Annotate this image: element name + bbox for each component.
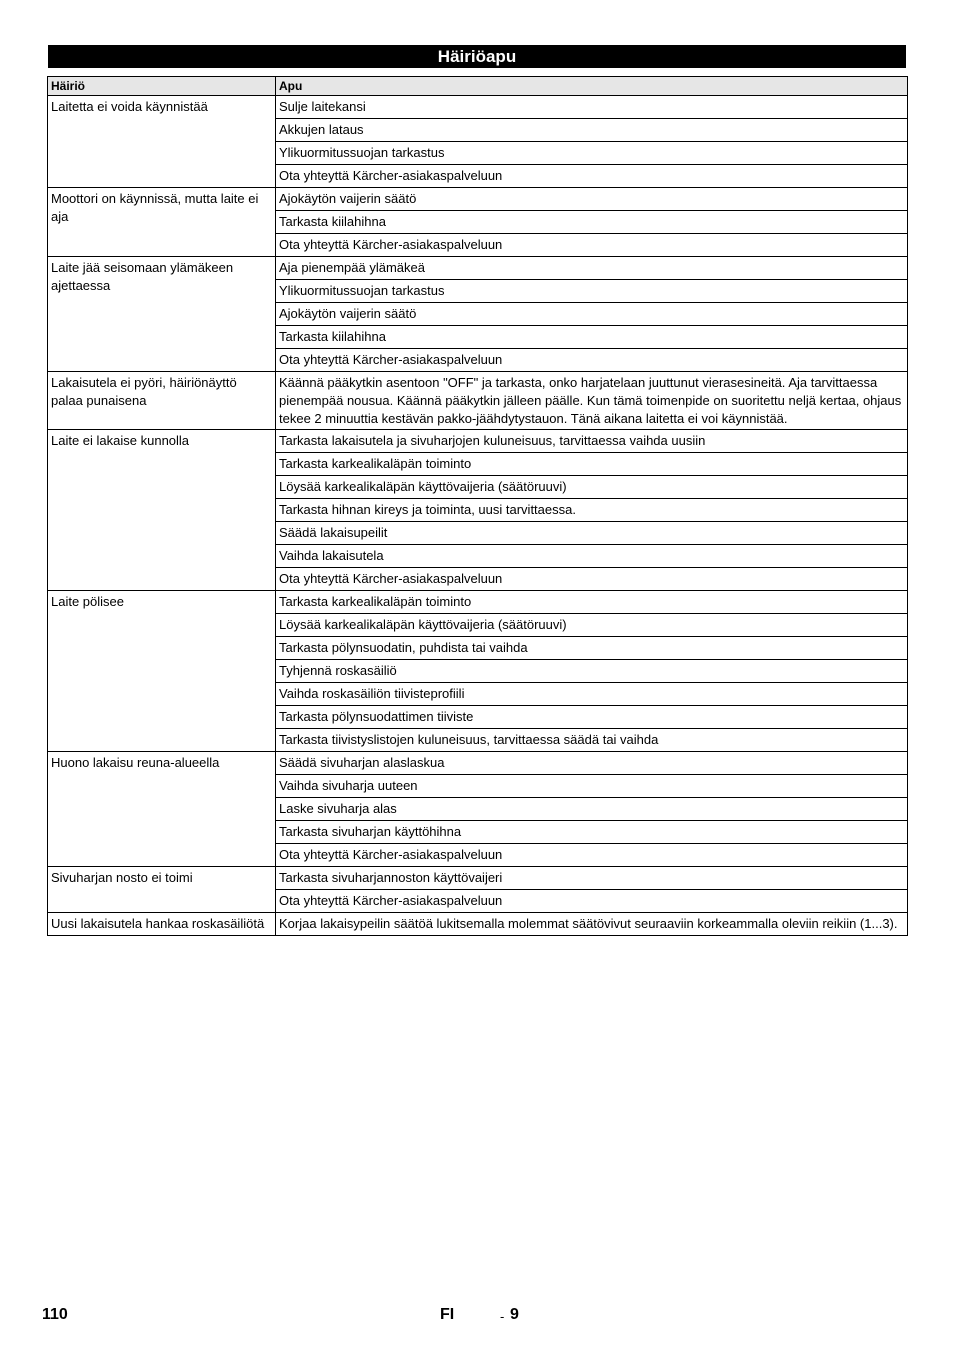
table-row — [48, 257, 908, 280]
table-row — [48, 867, 908, 890]
remedy-cell: Laske sivuharja alas — [276, 798, 908, 821]
remedy-cell: Ajokäytön vaijerin säätö — [276, 188, 908, 211]
remedy-cell: Aja pienempää ylämäkeä — [276, 257, 908, 280]
remedy-cell: Tarkasta pölynsuodattimen tiiviste — [276, 706, 908, 729]
sub-page-number: 9 — [510, 1306, 519, 1323]
remedy-cell: Tyhjennä roskasäiliö — [276, 660, 908, 683]
fault-cell: Sivuharjan nosto ei toimi — [48, 867, 276, 913]
remedy-cell: Tarkasta karkealikaläpän toiminto — [276, 591, 908, 614]
remedy-cell: Tarkasta lakaisutela ja sivuharjojen kuluneisuus, tarvittaessa vaihda uusiin — [276, 430, 908, 453]
remedy-cell: Tarkasta hihnan kireys ja toiminta, uusi tarvittaessa. — [276, 499, 908, 522]
remedy-cell: Tarkasta kiilahihna — [276, 326, 908, 349]
fault-cell: Laite pölisee — [48, 591, 276, 752]
troubleshooting-table — [47, 76, 908, 936]
remedy-cell: Ylikuormitussuojan tarkastus — [276, 280, 908, 303]
header-fault: Häiriö — [48, 77, 276, 96]
table-row — [48, 96, 908, 119]
remedy-cell: Vaihda sivuharja uuteen — [276, 775, 908, 798]
remedy-cell: Ota yhteyttä Kärcher-asiakaspalveluun — [276, 349, 908, 372]
remedy-cell: Löysää karkealikaläpän käyttövaijeria (säätöruuvi) — [276, 476, 908, 499]
table-row — [48, 591, 908, 614]
remedy-cell: Ota yhteyttä Kärcher-asiakaspalveluun — [276, 890, 908, 913]
fault-cell: Moottori on käynnissä, mutta laite ei aja — [48, 188, 276, 257]
remedy-cell: Tarkasta karkealikaläpän toiminto — [276, 453, 908, 476]
table-row — [48, 372, 908, 430]
table-header-row — [48, 77, 908, 96]
table-row — [48, 913, 908, 936]
remedy-cell: Tarkasta sivuharjannoston käyttövaijeri — [276, 867, 908, 890]
remedy-cell: Tarkasta pölynsuodatin, puhdista tai vaihda — [276, 637, 908, 660]
remedy-cell: Vaihda roskasäiliön tiivisteprofiili — [276, 683, 908, 706]
fault-cell: Laite jää seisomaan ylämäkeen ajettaessa — [48, 257, 276, 372]
fault-cell: Lakaisutela ei pyöri, häiriönäyttö palaa punaisena — [48, 372, 276, 430]
fault-cell: Laite ei lakaise kunnolla — [48, 430, 276, 591]
fault-cell: Laitetta ei voida käynnistää — [48, 96, 276, 188]
remedy-cell: Säädä sivuharjan alaslaskua — [276, 752, 908, 775]
remedy-cell: Säädä lakaisupeilit — [276, 522, 908, 545]
table-row — [48, 430, 908, 453]
remedy-cell: Sulje laitekansi — [276, 96, 908, 119]
fault-cell: Uusi lakaisutela hankaa roskasäiliötä — [48, 913, 276, 936]
fault-cell: Huono lakaisu reuna-alueella — [48, 752, 276, 867]
remedy-cell: Ota yhteyttä Kärcher-asiakaspalveluun — [276, 234, 908, 257]
remedy-cell: Käännä pääkytkin asentoon "OFF" ja tarkasta, onko harjatelaan juuttunut vierasesineitä. Aja tarvittaessa pienempää nousua. Käännä pääkytkin jälleen päälle. Kun tämä toimenpide on suoritettu neljä kertaa, ohjaus tekee 2 minuuttia kestävän pakko-jäähdytystauon. Tänä aikana laitetta ei voi käynnistää. — [276, 372, 908, 430]
remedy-cell: Ylikuormitussuojan tarkastus — [276, 142, 908, 165]
page-number: 110 — [42, 1306, 68, 1323]
remedy-cell: Ota yhteyttä Kärcher-asiakaspalveluun — [276, 165, 908, 188]
remedy-cell: Ota yhteyttä Kärcher-asiakaspalveluun — [276, 844, 908, 867]
remedy-cell: Tarkasta tiivistyslistojen kuluneisuus, tarvittaessa säädä tai vaihda — [276, 729, 908, 752]
table-row — [48, 188, 908, 211]
remedy-cell: Ota yhteyttä Kärcher-asiakaspalveluun — [276, 568, 908, 591]
remedy-cell: Vaihda lakaisutela — [276, 545, 908, 568]
remedy-cell: Ajokäytön vaijerin säätö — [276, 303, 908, 326]
remedy-cell: Akkujen lataus — [276, 119, 908, 142]
table-body — [48, 96, 908, 936]
page-title: Häiriöapu — [48, 45, 906, 68]
remedy-cell: Tarkasta sivuharjan käyttöhihna — [276, 821, 908, 844]
remedy-cell: Korjaa lakaisypeilin säätöä lukitsemalla molemmat säätövivut seuraaviin korkeammalla oleviin reikiin (1...3). — [276, 913, 908, 936]
remedy-cell: Löysää karkealikaläpän käyttövaijeria (säätöruuvi) — [276, 614, 908, 637]
language-code: FI — [440, 1306, 455, 1323]
table-row — [48, 752, 908, 775]
remedy-cell: Tarkasta kiilahihna — [276, 211, 908, 234]
header-remedy: Apu — [276, 77, 908, 96]
footer-dash: - — [500, 1309, 505, 1324]
